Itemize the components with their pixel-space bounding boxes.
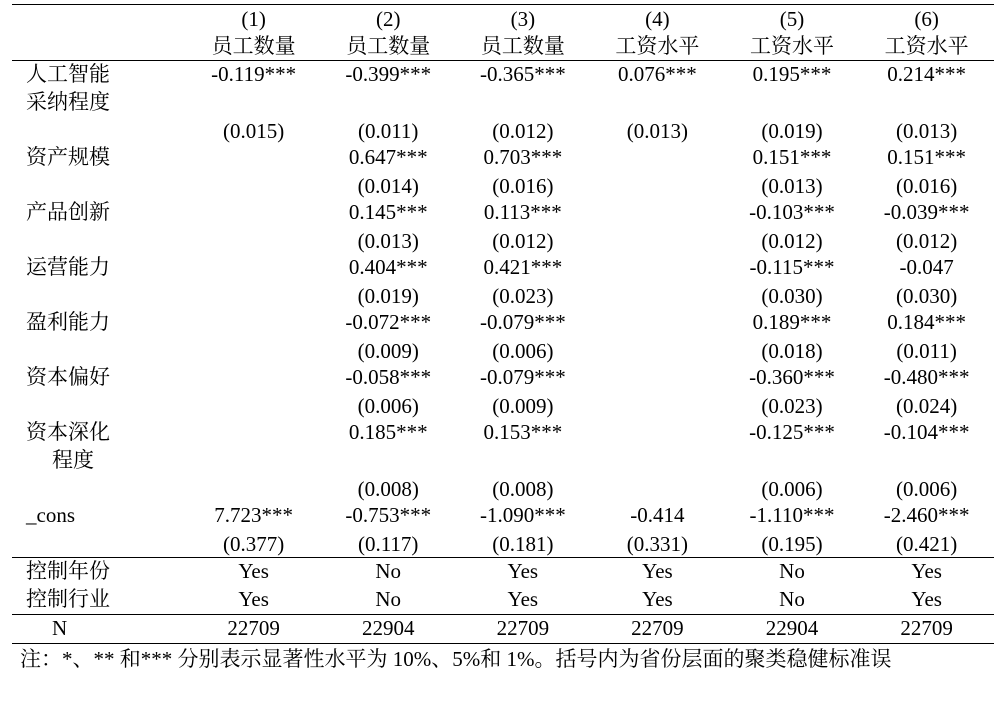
se-cell: (0.018) <box>761 338 823 363</box>
coef-cell: -2.460*** <box>883 503 970 527</box>
coef-cell: -0.072*** <box>345 310 432 334</box>
control-label: 控制年份 <box>12 558 186 587</box>
se-cell: (0.014) <box>357 173 419 198</box>
se-cell: (0.013) <box>626 118 689 143</box>
n-value: 22709 <box>456 615 591 644</box>
coef-cell <box>590 254 725 282</box>
control-row <box>12 586 994 615</box>
table-row <box>12 475 994 502</box>
se-cell: (0.019) <box>357 283 419 308</box>
row-label: 资本偏好 <box>26 365 110 389</box>
se-cell: (0.019) <box>761 118 823 143</box>
table-row <box>12 309 994 337</box>
control-value: Yes <box>642 587 673 611</box>
se-cell: (0.006) <box>896 476 958 501</box>
regression-table <box>12 4 994 644</box>
se-cell: (0.011) <box>896 338 957 363</box>
column-number: (6) <box>859 5 994 33</box>
se-cell: (0.012) <box>492 118 554 143</box>
se-cell: (0.009) <box>357 338 419 363</box>
table-row <box>12 61 994 90</box>
coef-cell: -0.079*** <box>479 365 566 389</box>
se-cell: (0.117) <box>357 531 419 556</box>
coef-cell <box>590 364 725 392</box>
se-cell: (0.009) <box>492 393 554 418</box>
se-cell: (0.012) <box>492 228 554 253</box>
coef-cell: -0.047 <box>899 255 954 279</box>
control-value: No <box>779 587 805 611</box>
row-label-line1: 资本深化 <box>26 420 110 444</box>
se-cell: (0.016) <box>492 173 554 198</box>
coef-cell: 0.145*** <box>348 200 428 224</box>
coef-cell: 7.723*** <box>214 503 293 527</box>
coef-cell: -0.058*** <box>345 365 432 389</box>
coef-cell: -0.039*** <box>883 200 970 224</box>
n-value: 22709 <box>186 615 321 644</box>
coef-cell: 0.195*** <box>752 62 832 86</box>
control-value: Yes <box>238 587 269 611</box>
coef-cell: -0.079*** <box>479 310 566 334</box>
table-row <box>12 337 994 364</box>
control-value: No <box>375 587 402 611</box>
coef-cell: 0.184*** <box>887 310 967 334</box>
se-cell: (0.024) <box>896 393 958 418</box>
coef-cell: 0.153*** <box>483 420 563 444</box>
se-cell <box>590 282 725 309</box>
row-label: 产品创新 <box>26 200 110 224</box>
control-value: Yes <box>507 587 539 611</box>
se-cell: (0.008) <box>492 476 554 501</box>
control-label: 控制行业 <box>26 587 110 611</box>
table-row <box>12 447 994 475</box>
column-number: (5) <box>725 5 860 33</box>
se-cell <box>186 475 321 502</box>
table-row <box>12 282 994 309</box>
se-cell: (0.421) <box>896 531 958 556</box>
coef-cell: 0.113*** <box>483 200 562 224</box>
control-value: Yes <box>911 587 942 611</box>
coef-cell <box>186 144 321 172</box>
column-number: (3) <box>456 5 591 33</box>
table-row <box>12 144 994 172</box>
se-cell: (0.195) <box>761 531 823 556</box>
coef-cell: -0.125*** <box>749 420 835 444</box>
se-cell: (0.013) <box>357 228 419 253</box>
se-cell: (0.013) <box>896 118 958 143</box>
coef-cell: -0.360*** <box>749 365 835 389</box>
row-label: _cons <box>26 503 75 527</box>
row-label: 盈利能力 <box>26 310 110 334</box>
control-value: Yes <box>590 558 725 587</box>
n-value: 22709 <box>859 615 994 644</box>
se-cell: (0.030) <box>896 283 958 308</box>
coef-cell <box>186 419 321 447</box>
coef-cell: 0.214*** <box>887 62 967 86</box>
coef-cell <box>186 309 321 337</box>
table-row <box>12 227 994 254</box>
column-number: (1) <box>186 5 321 33</box>
coef-cell: -1.090*** <box>479 503 566 527</box>
row-label-line2: 采纳程度 <box>26 90 110 114</box>
se-cell: (0.016) <box>896 173 958 198</box>
coef-cell: -0.399*** <box>345 62 432 86</box>
se-cell <box>186 172 321 199</box>
coef-cell: -0.104*** <box>883 420 970 444</box>
se-cell <box>590 172 725 199</box>
table-row <box>12 89 994 117</box>
se-cell <box>186 227 321 254</box>
row-label: 资产规模 <box>26 145 110 169</box>
column-number-row <box>12 5 994 33</box>
se-cell: (0.377) <box>222 531 285 556</box>
se-cell: (0.011) <box>357 118 419 143</box>
table-row <box>12 199 994 227</box>
se-cell: (0.331) <box>626 531 689 556</box>
coef-cell: -0.119*** <box>211 62 297 86</box>
column-label: 工资水平 <box>859 33 994 61</box>
n-label: N <box>12 615 186 644</box>
coef-cell: 0.076*** <box>618 62 697 86</box>
coef-cell: 0.647*** <box>348 145 428 169</box>
se-cell: (0.006) <box>761 476 823 501</box>
coef-cell <box>590 309 725 337</box>
column-label: 员工数量 <box>456 33 591 61</box>
coef-cell: -0.365*** <box>479 62 566 86</box>
coef-cell: -1.110*** <box>749 503 835 527</box>
control-value: No <box>321 558 456 587</box>
coef-cell <box>186 364 321 392</box>
se-cell <box>590 392 725 419</box>
column-label: 工资水平 <box>725 33 860 61</box>
coef-cell: -0.753*** <box>345 503 432 527</box>
coef-cell: 0.185*** <box>348 420 428 444</box>
row-label <box>12 61 186 90</box>
coef-cell: 0.421*** <box>483 255 563 279</box>
control-value: Yes <box>456 558 591 587</box>
se-cell: (0.023) <box>492 283 554 308</box>
se-cell <box>186 337 321 364</box>
se-cell: (0.006) <box>357 393 419 418</box>
row-label: 运营能力 <box>26 255 110 279</box>
header-blank <box>12 33 186 61</box>
table-row <box>12 419 994 447</box>
header-blank <box>12 5 186 33</box>
se-cell: (0.023) <box>761 393 823 418</box>
coef-cell <box>590 144 725 172</box>
se-cell <box>186 392 321 419</box>
se-cell: (0.012) <box>896 228 958 253</box>
coef-cell <box>186 199 321 227</box>
se-cell: (0.181) <box>492 531 554 556</box>
coef-cell <box>590 199 725 227</box>
coef-cell: -0.115*** <box>749 255 835 279</box>
row-label-line1: 人工智能 <box>26 62 110 86</box>
coef-cell: -0.414 <box>630 503 685 527</box>
se-cell <box>590 337 725 364</box>
control-value: Yes <box>186 558 321 587</box>
table-row <box>12 392 994 419</box>
table-row <box>12 530 994 558</box>
column-label: 员工数量 <box>186 33 321 61</box>
coef-cell: -0.103*** <box>749 200 835 224</box>
n-value: 22904 <box>725 615 860 644</box>
coef-cell: 0.189*** <box>752 310 832 334</box>
control-row <box>12 558 994 587</box>
observations-row <box>12 615 994 644</box>
control-value: Yes <box>859 558 994 587</box>
n-value: 22709 <box>590 615 725 644</box>
column-number: (2) <box>321 5 456 33</box>
coef-cell <box>590 419 725 447</box>
coef-cell: 0.404*** <box>348 255 428 279</box>
column-label: 员工数量 <box>321 33 456 61</box>
table-row <box>12 254 994 282</box>
column-number: (4) <box>590 5 725 33</box>
se-cell: (0.012) <box>761 228 823 253</box>
column-label: 工资水平 <box>590 33 725 61</box>
n-value: 22904 <box>321 615 456 644</box>
coef-cell: 0.703*** <box>483 145 563 169</box>
column-label-row <box>12 33 994 61</box>
se-cell: (0.013) <box>761 173 823 198</box>
se-cell: (0.008) <box>357 476 419 501</box>
control-value: No <box>725 558 860 587</box>
table-row <box>12 502 994 530</box>
row-label-line2: 程度 <box>52 448 94 472</box>
se-cell: (0.030) <box>761 283 823 308</box>
se-cell <box>186 282 321 309</box>
table-row <box>12 117 994 144</box>
se-cell: (0.015) <box>222 118 285 143</box>
se-cell <box>590 475 725 502</box>
table-note: 注：*、** 和*** 分别表示显著性水平为 10%、5%和 1%。括号内为省份层面的聚类稳健标准误 <box>20 647 892 671</box>
coef-cell: 0.151*** <box>887 145 967 169</box>
coef-cell: 0.151*** <box>752 145 832 169</box>
se-cell: (0.006) <box>492 338 554 363</box>
se-cell <box>590 227 725 254</box>
coef-cell: -0.480*** <box>883 365 970 389</box>
table-row <box>12 364 994 392</box>
table-row <box>12 172 994 199</box>
coef-cell <box>186 254 321 282</box>
